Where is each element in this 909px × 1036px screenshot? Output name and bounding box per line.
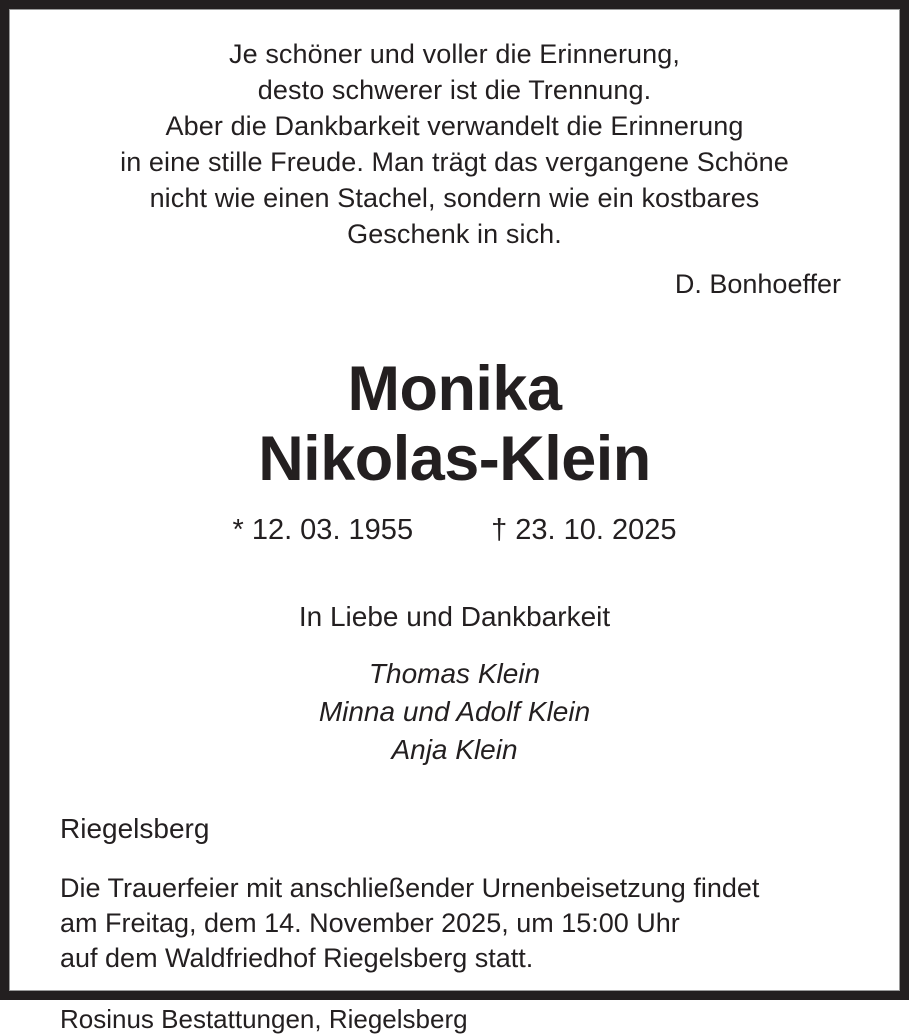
asterisk-birth-icon: * <box>232 514 244 546</box>
survivor-name: Minna und Adolf Klein <box>318 696 591 727</box>
service-details-block <box>52 811 857 1036</box>
verse-line-1: Je schöner und voller die Erinnerung, <box>229 39 680 69</box>
death-date-item <box>491 514 676 547</box>
verse-block <box>52 10 857 302</box>
verse-line-5: nicht wie einen Stachel, sondern wie ein kostbares <box>149 183 760 213</box>
mourning-block <box>52 599 857 769</box>
survivor-name: Anja Klein <box>391 734 518 765</box>
deceased-given-name: Monika <box>347 354 562 424</box>
deceased-family-name: Nikolas-Klein <box>258 424 651 494</box>
death-date-value: 23. 10. 2025 <box>515 514 677 546</box>
deceased-name-block <box>52 354 857 494</box>
obituary-inner-frame <box>9 9 900 1034</box>
service-announcement-line: am Freitag, dem 14. November 2025, um 15:00 Uhr <box>60 908 680 938</box>
life-dates-row <box>52 514 857 547</box>
mourning-heading: In Liebe und Dankbarkeit <box>298 601 611 632</box>
service-announcement-line: auf dem Waldfriedhof Riegelsberg statt. <box>60 943 534 973</box>
verse-line-4: in eine stille Freude. Man trägt das vergangene Schöne <box>120 147 789 177</box>
survivor-name: Thomas Klein <box>368 658 541 689</box>
verse-line-6: Geschenk in sich. <box>347 219 562 249</box>
funeral-home: Rosinus Bestattungen, Riegelsberg <box>60 1004 468 1034</box>
service-announcement-line: Die Trauerfeier mit anschließender Urnenbeisetzung findet <box>60 873 760 903</box>
birth-date-value: 12. 03. 1955 <box>251 514 414 546</box>
survivor-list <box>52 655 857 769</box>
service-announcement <box>60 871 857 976</box>
verse-line-3: Aber die Dankbarkeit verwandelt die Erinnerung <box>165 111 744 141</box>
service-location: Riegelsberg <box>60 813 210 844</box>
dagger-death-icon: † <box>491 514 508 546</box>
birth-date-item <box>233 514 414 547</box>
verse-attribution: D. Bonhoeffer <box>674 269 841 299</box>
verse-line-2: desto schwerer ist die Trennung. <box>257 75 652 105</box>
